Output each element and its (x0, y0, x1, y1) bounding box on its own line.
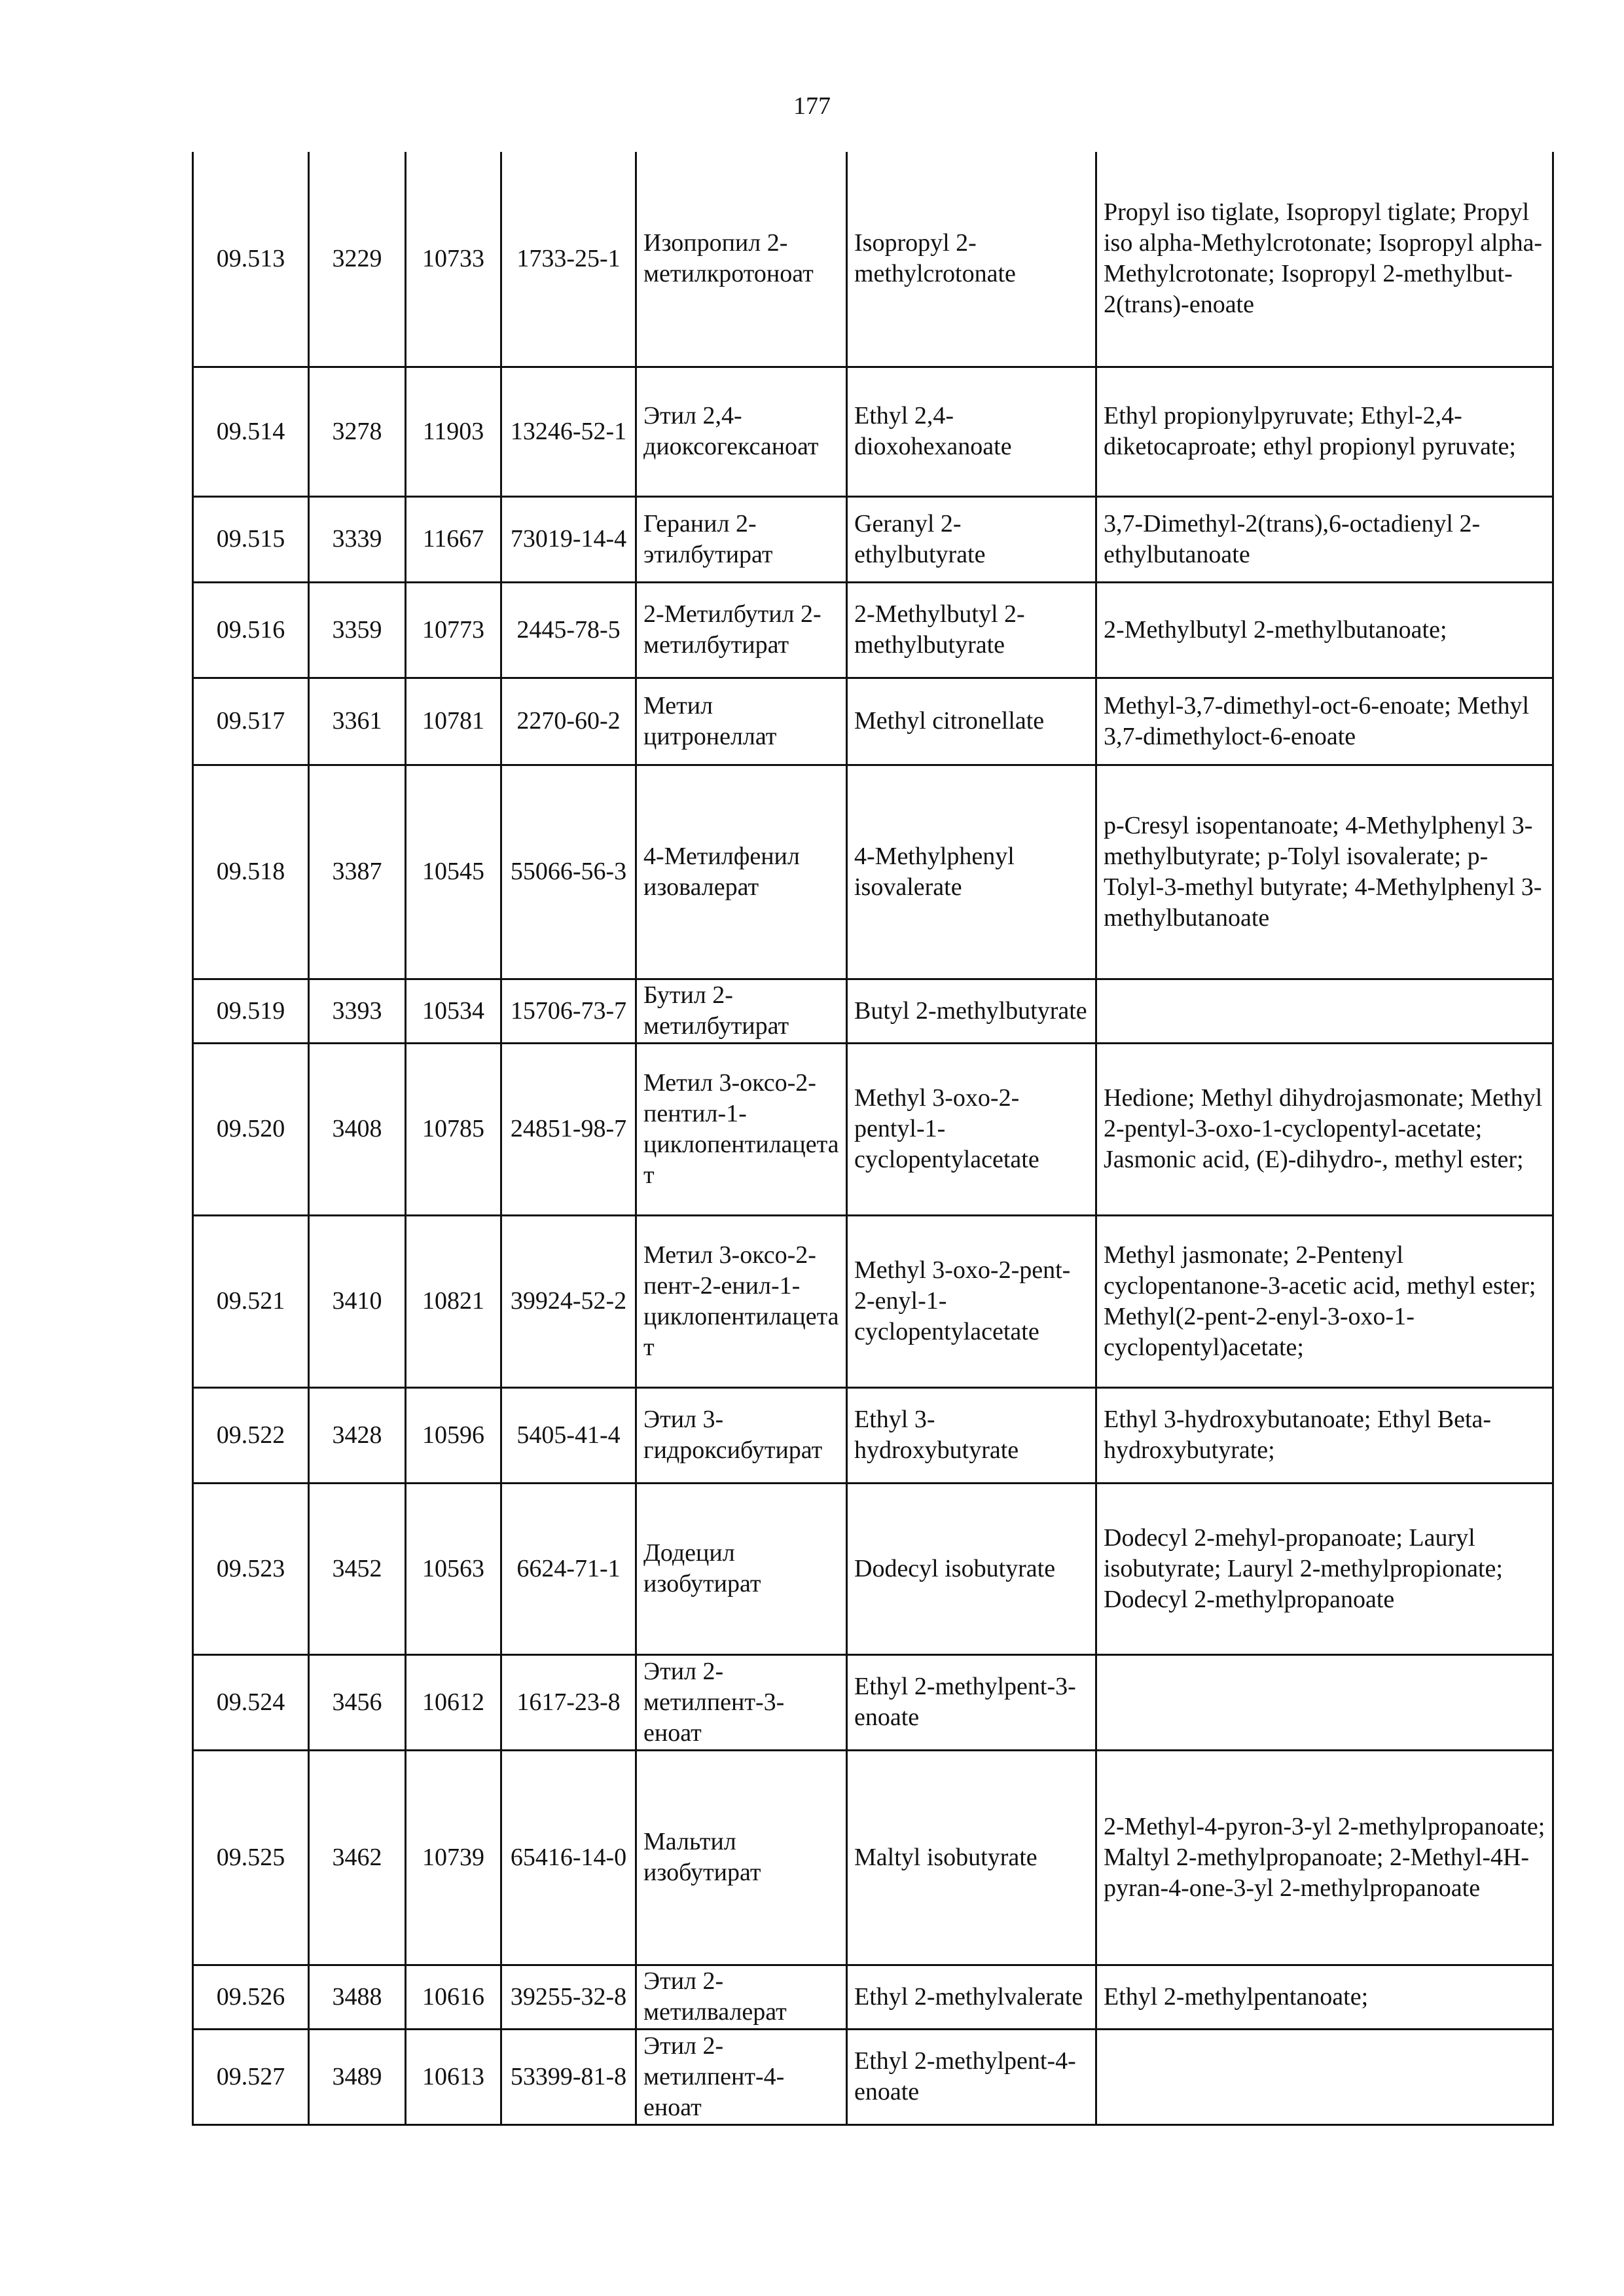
cas-number-cell: 5405-41-4 (501, 1387, 636, 1483)
synonyms-cell: Ethyl propionylpyruvate; Ethyl-2,4-diketocaproate; ethyl propionyl pyruvate; (1096, 367, 1553, 496)
english-name-cell: Methyl 3-oxo-2-pentyl-1-cyclopentylacetate (847, 1043, 1096, 1215)
coe-number-cell: 10739 (406, 1750, 501, 1965)
fema-number-cell: 3410 (309, 1215, 406, 1387)
russian-name-cell: Этил 2-метилпент-4-еноат (636, 2029, 847, 2124)
fl-number-cell: 09.517 (193, 678, 309, 765)
coe-number-cell: 10785 (406, 1043, 501, 1215)
fl-number-cell: 09.514 (193, 367, 309, 496)
russian-name-cell: Изопропил 2-метилкротоноат (636, 152, 847, 367)
russian-name-cell: 2-Метилбутил 2-метилбутират (636, 582, 847, 678)
fema-number-cell: 3408 (309, 1043, 406, 1215)
fema-number-cell: 3489 (309, 2029, 406, 2124)
coe-number-cell: 10773 (406, 582, 501, 678)
cas-number-cell: 1617-23-8 (501, 1654, 636, 1750)
russian-name-cell: Метил цитронеллат (636, 678, 847, 765)
table-row (193, 1750, 1553, 1965)
synonyms-cell: Dodecyl 2-mehyl-propanoate; Lauryl isobutyrate; Lauryl 2-methylpropionate; Dodecyl 2-methylpropanoate (1096, 1483, 1553, 1654)
table-row (193, 1215, 1553, 1387)
table-body (193, 152, 1553, 2124)
fl-number-cell: 09.520 (193, 1043, 309, 1215)
synonyms-cell: p-Cresyl isopentanoate; 4-Methylphenyl 3-methylbutyrate; p-Tolyl isovalerate; p-Tolyl-3-methyl butyrate; 4-Methylphenyl 3-methylbutanoate (1096, 765, 1553, 979)
cas-number-cell: 2270-60-2 (501, 678, 636, 765)
coe-number-cell: 10612 (406, 1654, 501, 1750)
table-row (193, 367, 1553, 496)
fema-number-cell: 3387 (309, 765, 406, 979)
fl-number-cell: 09.526 (193, 1965, 309, 2029)
coe-number-cell: 10534 (406, 979, 501, 1043)
english-name-cell: 2-Methylbutyl 2-methylbutyrate (847, 582, 1096, 678)
synonyms-cell: Hedione; Methyl dihydrojasmonate; Methyl 2-pentyl-3-oxo-1-cyclopentyl-acetate; Jasmonic acid, (E)-dihydro-, methyl ester; (1096, 1043, 1553, 1215)
fema-number-cell: 3229 (309, 152, 406, 367)
synonyms-cell (1096, 2029, 1553, 2124)
english-name-cell: Methyl 3-oxo-2-pent-2-enyl-1-cyclopentylacetate (847, 1215, 1096, 1387)
page-number: 177 (793, 92, 831, 120)
coe-number-cell: 11667 (406, 496, 501, 582)
synonyms-cell: 3,7-Dimethyl-2(trans),6-octadienyl 2-ethylbutanoate (1096, 496, 1553, 582)
synonyms-cell: Propyl iso tiglate, Isopropyl tiglate; Propyl iso alpha-Methylcrotonate; Isopropyl alpha-Methylcrotonate; Isopropyl 2-methylbut-2(trans)-enoate (1096, 152, 1553, 367)
table-row (193, 1654, 1553, 1750)
fl-number-cell: 09.522 (193, 1387, 309, 1483)
english-name-cell: Isopropyl 2-methylcrotonate (847, 152, 1096, 367)
fema-number-cell: 3339 (309, 496, 406, 582)
coe-number-cell: 10733 (406, 152, 501, 367)
table-row (193, 152, 1553, 367)
english-name-cell: Dodecyl isobutyrate (847, 1483, 1096, 1654)
flavouring-substances-table (192, 152, 1554, 2126)
coe-number-cell: 10821 (406, 1215, 501, 1387)
fema-number-cell: 3428 (309, 1387, 406, 1483)
fema-number-cell: 3359 (309, 582, 406, 678)
english-name-cell: Ethyl 2,4-dioxohexanoate (847, 367, 1096, 496)
english-name-cell: Ethyl 3-hydroxybutyrate (847, 1387, 1096, 1483)
fl-number-cell: 09.515 (193, 496, 309, 582)
cas-number-cell: 13246-52-1 (501, 367, 636, 496)
cas-number-cell: 6624-71-1 (501, 1483, 636, 1654)
cas-number-cell: 24851-98-7 (501, 1043, 636, 1215)
english-name-cell: Ethyl 2-methylpent-3-enoate (847, 1654, 1096, 1750)
table-row (193, 1043, 1553, 1215)
fl-number-cell: 09.527 (193, 2029, 309, 2124)
table-row (193, 2029, 1553, 2124)
coe-number-cell: 10563 (406, 1483, 501, 1654)
table-row (193, 979, 1553, 1043)
english-name-cell: Methyl citronellate (847, 678, 1096, 765)
fema-number-cell: 3488 (309, 1965, 406, 2029)
cas-number-cell: 39255-32-8 (501, 1965, 636, 2029)
cas-number-cell: 73019-14-4 (501, 496, 636, 582)
synonyms-cell (1096, 979, 1553, 1043)
synonyms-cell: 2-Methyl-4-pyron-3-yl 2-methylpropanoate; Maltyl 2-methylpropanoate; 2-Methyl-4H-pyran-4-one-3-yl 2-methylpropanoate (1096, 1750, 1553, 1965)
coe-number-cell: 10616 (406, 1965, 501, 2029)
russian-name-cell: Метил 3-оксо-2-пентил-1-циклопентилацетат (636, 1043, 847, 1215)
russian-name-cell: Этил 2-метилпент-3-еноат (636, 1654, 847, 1750)
fema-number-cell: 3361 (309, 678, 406, 765)
coe-number-cell: 10781 (406, 678, 501, 765)
russian-name-cell: Этил 2,4-диоксогексаноат (636, 367, 847, 496)
cas-number-cell: 2445-78-5 (501, 582, 636, 678)
table-row (193, 1483, 1553, 1654)
fema-number-cell: 3456 (309, 1654, 406, 1750)
table-row (193, 765, 1553, 979)
english-name-cell: Maltyl isobutyrate (847, 1750, 1096, 1965)
english-name-cell: Butyl 2-methylbutyrate (847, 979, 1096, 1043)
russian-name-cell: Бутил 2-метилбутират (636, 979, 847, 1043)
english-name-cell: 4-Methylphenyl isovalerate (847, 765, 1096, 979)
russian-name-cell: 4-Метилфенил изовалерат (636, 765, 847, 979)
table-row (193, 582, 1553, 678)
cas-number-cell: 39924-52-2 (501, 1215, 636, 1387)
cas-number-cell: 1733-25-1 (501, 152, 636, 367)
synonyms-cell (1096, 1654, 1553, 1750)
cas-number-cell: 15706-73-7 (501, 979, 636, 1043)
cas-number-cell: 65416-14-0 (501, 1750, 636, 1965)
russian-name-cell: Этил 3-гидроксибутират (636, 1387, 847, 1483)
english-name-cell: Geranyl 2-ethylbutyrate (847, 496, 1096, 582)
synonyms-cell: Ethyl 3-hydroxybutanoate; Ethyl Beta-hydroxybutyrate; (1096, 1387, 1553, 1483)
english-name-cell: Ethyl 2-methylvalerate (847, 1965, 1096, 2029)
cas-number-cell: 53399-81-8 (501, 2029, 636, 2124)
fl-number-cell: 09.525 (193, 1750, 309, 1965)
cas-number-cell: 55066-56-3 (501, 765, 636, 979)
fema-number-cell: 3278 (309, 367, 406, 496)
fl-number-cell: 09.518 (193, 765, 309, 979)
coe-number-cell: 10613 (406, 2029, 501, 2124)
coe-number-cell: 10596 (406, 1387, 501, 1483)
synonyms-cell: Methyl jasmonate; 2-Pentenyl cyclopentanone-3-acetic acid, methyl ester; Methyl(2-pent-2-enyl-3-oxo-1-cyclopentyl)acetate; (1096, 1215, 1553, 1387)
fema-number-cell: 3462 (309, 1750, 406, 1965)
russian-name-cell: Этил 2-метилвалерат (636, 1965, 847, 2029)
fema-number-cell: 3393 (309, 979, 406, 1043)
russian-name-cell: Геранил 2-этилбутират (636, 496, 847, 582)
fl-number-cell: 09.519 (193, 979, 309, 1043)
coe-number-cell: 10545 (406, 765, 501, 979)
synonyms-cell: Methyl-3,7-dimethyl-oct-6-enoate; Methyl 3,7-dimethyloct-6-enoate (1096, 678, 1553, 765)
coe-number-cell: 11903 (406, 367, 501, 496)
table-row (193, 1387, 1553, 1483)
table-row (193, 1965, 1553, 2029)
russian-name-cell: Мальтил изобутират (636, 1750, 847, 1965)
fl-number-cell: 09.523 (193, 1483, 309, 1654)
fl-number-cell: 09.513 (193, 152, 309, 367)
table-row (193, 496, 1553, 582)
russian-name-cell: Додецил изобутират (636, 1483, 847, 1654)
fema-number-cell: 3452 (309, 1483, 406, 1654)
synonyms-cell: 2-Methylbutyl 2-methylbutanoate; (1096, 582, 1553, 678)
russian-name-cell: Метил 3-оксо-2-пент-2-енил-1-циклопентилацетат (636, 1215, 847, 1387)
fl-number-cell: 09.516 (193, 582, 309, 678)
synonyms-cell: Ethyl 2-methylpentanoate; (1096, 1965, 1553, 2029)
fl-number-cell: 09.524 (193, 1654, 309, 1750)
fl-number-cell: 09.521 (193, 1215, 309, 1387)
english-name-cell: Ethyl 2-methylpent-4-enoate (847, 2029, 1096, 2124)
table-row (193, 678, 1553, 765)
